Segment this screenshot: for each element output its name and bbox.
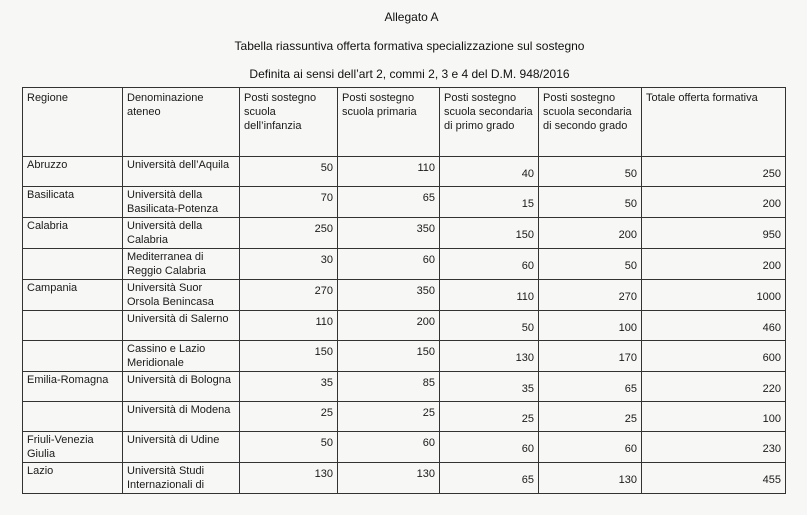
offerta-formativa-table xyxy=(22,87,786,494)
cell-posti-infanzia: 110 xyxy=(240,311,338,341)
cell-ateneo: Università di Modena xyxy=(123,402,240,432)
cell-regione: Emilia-Romagna xyxy=(23,372,123,402)
document-subtitle: Definita ai sensi dell’art 2, commi 2, 3 e 4 del D.M. 948/2016 xyxy=(249,67,570,81)
table-header-row xyxy=(23,88,786,157)
cell-posti-primo-grado: 110 xyxy=(440,280,539,311)
cell-posti-secondo-grado: 50 xyxy=(539,249,642,280)
cell-ateneo: Università Studi Internazionali di xyxy=(123,463,240,494)
cell-posti-primaria: 350 xyxy=(338,280,440,311)
cell-totale: 200 xyxy=(642,187,786,218)
cell-posti-infanzia: 50 xyxy=(240,432,338,463)
cell-ateneo: Università di Bologna xyxy=(123,372,240,402)
table-row xyxy=(23,402,786,432)
cell-regione xyxy=(23,311,123,341)
cell-regione xyxy=(23,402,123,432)
cell-totale: 460 xyxy=(642,311,786,341)
cell-posti-secondo-grado: 50 xyxy=(539,157,642,187)
cell-regione: Calabria xyxy=(23,218,123,249)
cell-posti-primo-grado: 130 xyxy=(440,341,539,372)
table-row xyxy=(23,341,786,372)
col-header-secondo-grado: Posti sostegno scuola secondaria di secondo grado xyxy=(539,88,642,157)
cell-regione: Lazio xyxy=(23,463,123,494)
cell-totale: 100 xyxy=(642,402,786,432)
cell-posti-infanzia: 70 xyxy=(240,187,338,218)
cell-regione: Abruzzo xyxy=(23,157,123,187)
cell-totale: 950 xyxy=(642,218,786,249)
cell-totale: 250 xyxy=(642,157,786,187)
table-row xyxy=(23,187,786,218)
cell-ateneo: Università della Basilicata-Potenza xyxy=(123,187,240,218)
cell-regione: Campania xyxy=(23,280,123,311)
col-header-totale: Totale offerta formativa xyxy=(642,88,786,157)
cell-posti-infanzia: 150 xyxy=(240,341,338,372)
cell-posti-primo-grado: 150 xyxy=(440,218,539,249)
cell-regione: Basilicata xyxy=(23,187,123,218)
cell-posti-primo-grado: 15 xyxy=(440,187,539,218)
cell-posti-primaria: 60 xyxy=(338,432,440,463)
cell-posti-infanzia: 30 xyxy=(240,249,338,280)
cell-posti-primaria: 110 xyxy=(338,157,440,187)
cell-posti-primaria: 85 xyxy=(338,372,440,402)
cell-posti-primaria: 150 xyxy=(338,341,440,372)
cell-ateneo: Università Suor Orsola Benincasa xyxy=(123,280,240,311)
cell-posti-infanzia: 35 xyxy=(240,372,338,402)
table-row xyxy=(23,280,786,311)
cell-posti-secondo-grado: 25 xyxy=(539,402,642,432)
table-row xyxy=(23,372,786,402)
table-row xyxy=(23,157,786,187)
cell-ateneo: Università dell’Aquila xyxy=(123,157,240,187)
col-header-primaria: Posti sostegno scuola primaria xyxy=(338,88,440,157)
cell-ateneo: Università della Calabria xyxy=(123,218,240,249)
cell-totale: 220 xyxy=(642,372,786,402)
cell-posti-primo-grado: 25 xyxy=(440,402,539,432)
cell-posti-primaria: 350 xyxy=(338,218,440,249)
cell-ateneo: Università di Udine xyxy=(123,432,240,463)
cell-totale: 200 xyxy=(642,249,786,280)
cell-totale: 230 xyxy=(642,432,786,463)
cell-posti-primaria: 60 xyxy=(338,249,440,280)
cell-posti-secondo-grado: 130 xyxy=(539,463,642,494)
cell-totale: 600 xyxy=(642,341,786,372)
cell-posti-infanzia: 250 xyxy=(240,218,338,249)
cell-posti-primo-grado: 40 xyxy=(440,157,539,187)
cell-posti-secondo-grado: 60 xyxy=(539,432,642,463)
table-row xyxy=(23,218,786,249)
cell-posti-infanzia: 270 xyxy=(240,280,338,311)
cell-totale: 1000 xyxy=(642,280,786,311)
cell-posti-primo-grado: 35 xyxy=(440,372,539,402)
col-header-infanzia: Posti sostegno scuola dell’infanzia xyxy=(240,88,338,157)
cell-posti-infanzia: 50 xyxy=(240,157,338,187)
cell-posti-secondo-grado: 50 xyxy=(539,187,642,218)
cell-posti-primaria: 200 xyxy=(338,311,440,341)
cell-posti-infanzia: 130 xyxy=(240,463,338,494)
cell-posti-primo-grado: 65 xyxy=(440,463,539,494)
col-header-primo-grado: Posti sostegno scuola secondaria di primo grado xyxy=(440,88,539,157)
document-title: Tabella riassuntiva offerta formativa specializzazione sul sostegno xyxy=(234,39,585,53)
cell-posti-primaria: 25 xyxy=(338,402,440,432)
cell-ateneo: Cassino e Lazio Meridionale xyxy=(123,341,240,372)
table-row xyxy=(23,432,786,463)
cell-ateneo: Università di Salerno xyxy=(123,311,240,341)
cell-posti-primo-grado: 50 xyxy=(440,311,539,341)
cell-regione xyxy=(23,341,123,372)
table-row xyxy=(23,463,786,494)
cell-posti-primo-grado: 60 xyxy=(440,249,539,280)
cell-ateneo: Mediterranea di Reggio Calabria xyxy=(123,249,240,280)
cell-posti-secondo-grado: 100 xyxy=(539,311,642,341)
cell-posti-secondo-grado: 200 xyxy=(539,218,642,249)
allegato-heading: Allegato A xyxy=(384,10,439,24)
col-header-ateneo: Denominazione ateneo xyxy=(123,88,240,157)
cell-regione: Friuli-Venezia Giulia xyxy=(23,432,123,463)
cell-posti-primaria: 130 xyxy=(338,463,440,494)
cell-regione xyxy=(23,249,123,280)
cell-posti-infanzia: 25 xyxy=(240,402,338,432)
table-row xyxy=(23,249,786,280)
table-row xyxy=(23,311,786,341)
cell-posti-secondo-grado: 65 xyxy=(539,372,642,402)
cell-posti-primaria: 65 xyxy=(338,187,440,218)
col-header-regione: Regione xyxy=(23,88,123,157)
cell-posti-secondo-grado: 270 xyxy=(539,280,642,311)
cell-posti-primo-grado: 60 xyxy=(440,432,539,463)
cell-totale: 455 xyxy=(642,463,786,494)
cell-posti-secondo-grado: 170 xyxy=(539,341,642,372)
